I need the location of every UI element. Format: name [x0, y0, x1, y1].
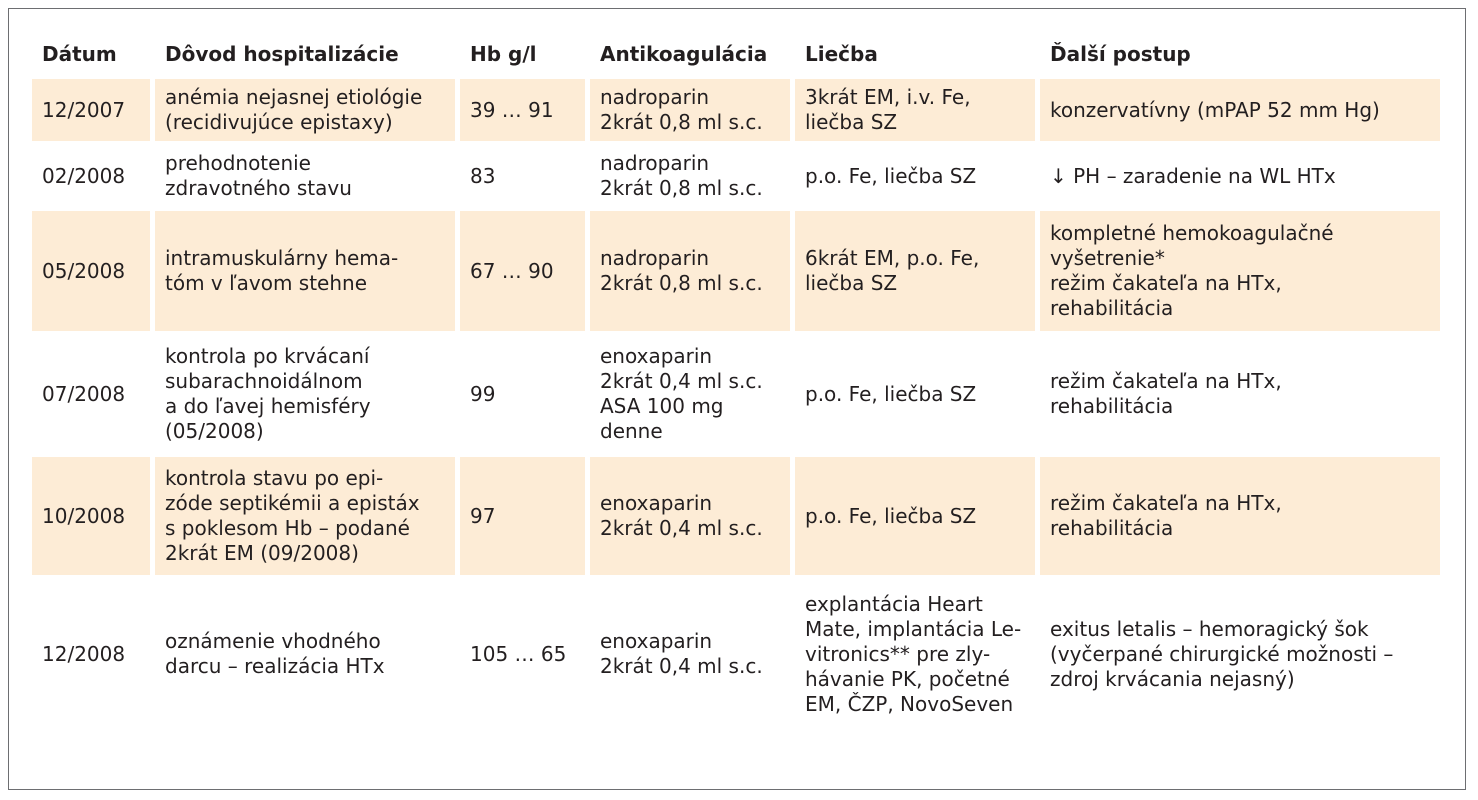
cell-reason: oznámenie vhodného darcu – realizácia HTx: [165, 629, 385, 678]
cell-next-steps: režim čakateľa na HTx, rehabilitácia: [1040, 457, 1440, 575]
table-row: [32, 457, 1440, 575]
header-row: [32, 35, 1440, 75]
cell-date: 10/2008: [32, 457, 150, 575]
header-reason: Dôvod hospitalizácie: [165, 41, 399, 66]
cell-treatment: 6krát EM, p.o. Fe, liečba SZ: [795, 211, 1035, 331]
cell-anticoagulation: nadroparin 2krát 0,8 ml s.c.: [590, 211, 790, 331]
cell-reason: anémia nejasnej etiológie (recidivujúce epistaxy): [155, 79, 455, 141]
cell-hb: 67 … 90: [460, 211, 585, 331]
cell-treatment: explantácia Heart Mate, implantácia Le- vitronics** pre zly- hávanie PK, početné EM, ČZP, NovoSeven: [805, 591, 1022, 716]
table-row: [32, 579, 1440, 729]
cell-hb: 83: [470, 163, 496, 188]
cell-hb: 97: [460, 457, 585, 575]
table-frame: [8, 8, 1466, 790]
table-row: [32, 335, 1440, 453]
cell-hb: 99: [470, 381, 496, 406]
table-row: [32, 79, 1440, 141]
cell-hb: 105 … 65: [470, 641, 567, 666]
cell-reason: intramuskulárny hema- tóm v ľavom stehne: [155, 211, 455, 331]
cell-date: 05/2008: [32, 211, 150, 331]
cell-anticoagulation: nadroparin 2krát 0,8 ml s.c.: [590, 79, 790, 141]
header-treatment: Liečba: [805, 41, 878, 66]
cell-next-steps: ↓ PH – zaradenie na WL HTx: [1050, 163, 1336, 188]
cell-next-steps: režim čakateľa na HTx, rehabilitácia: [1050, 369, 1282, 418]
cell-next-steps: exitus letalis – hemoragický šok (vyčerpané chirurgické možnosti – zdroj krvácania nejasný): [1050, 616, 1394, 691]
cell-next-steps: konzervatívny (mPAP 52 mm Hg): [1040, 79, 1440, 141]
cell-hb: 39 … 91: [460, 79, 585, 141]
header-anticoagulation: Antikoagulácia: [600, 41, 768, 66]
header-hb: Hb g/l: [470, 41, 537, 66]
header-next-steps: Ďalší postup: [1050, 41, 1191, 66]
cell-anticoagulation: enoxaparin 2krát 0,4 ml s.c.: [590, 457, 790, 575]
cell-anticoagulation: enoxaparin 2krát 0,4 ml s.c. ASA 100 mg denne: [600, 344, 763, 443]
cell-reason: kontrola po krvácaní subarachnoidálnom a do ľavej hemisféry (05/2008): [165, 344, 371, 443]
cell-date: 12/2008: [42, 641, 126, 666]
cell-date: 07/2008: [42, 381, 126, 406]
table-row: [32, 211, 1440, 331]
cell-treatment: p.o. Fe, liečba SZ: [795, 457, 1035, 575]
cell-anticoagulation: enoxaparin 2krát 0,4 ml s.c.: [600, 629, 763, 678]
cell-anticoagulation: nadroparin 2krát 0,8 ml s.c.: [600, 151, 763, 200]
cell-date: 02/2008: [42, 163, 126, 188]
header-date: Dátum: [42, 41, 117, 66]
cell-treatment: 3krát EM, i.v. Fe, liečba SZ: [795, 79, 1035, 141]
cell-date: 12/2007: [32, 79, 150, 141]
table-row: [32, 145, 1440, 207]
cell-next-steps: kompletné hemokoagulačné vyšetrenie* režim čakateľa na HTx, rehabilitácia: [1040, 211, 1440, 331]
cell-reason: prehodnotenie zdravotného stavu: [165, 151, 352, 200]
cell-treatment: p.o. Fe, liečba SZ: [805, 381, 977, 406]
cell-treatment: p.o. Fe, liečba SZ: [805, 163, 977, 188]
hospitalization-table: [27, 31, 1445, 733]
cell-reason: kontrola stavu po epi- zóde septikémii a epistáx s poklesom Hb – podané 2krát EM (09/2008): [155, 457, 455, 575]
